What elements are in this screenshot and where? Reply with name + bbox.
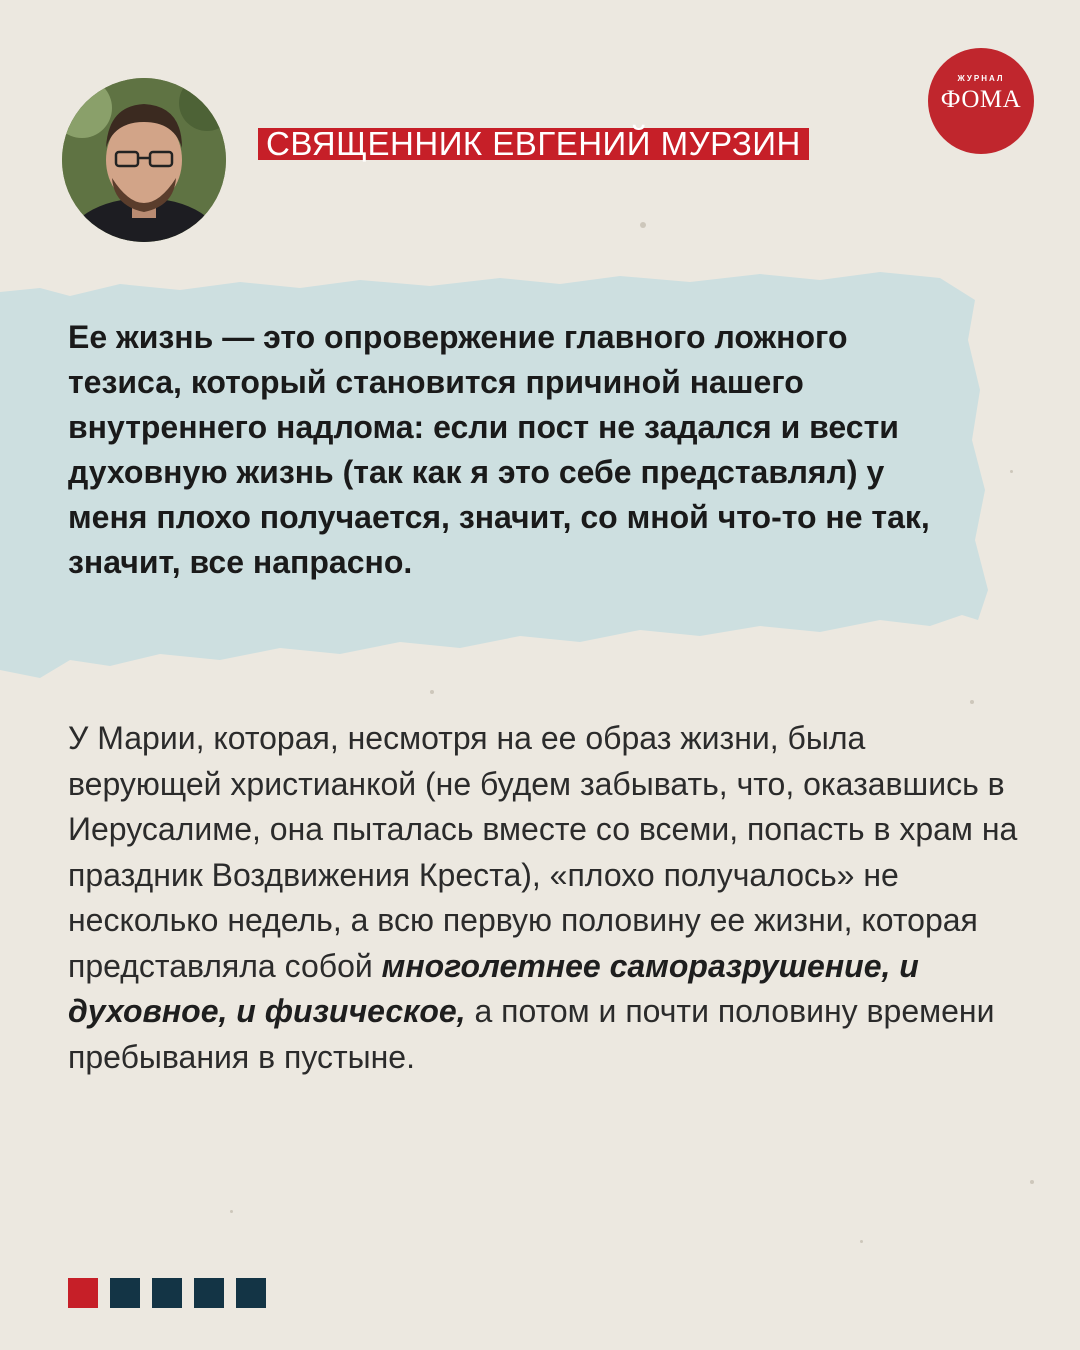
body-text-part2: а потом и почти половину времени пребывания в пустыне. xyxy=(68,993,995,1075)
body-text-part1: У Марии, которая, несмотря на ее образ жизни, была верующей христианкой (не будем забывать, что, оказавшись в Иерусалиме, она пыталась вместе со всеми, попасть в храм на праздник Воздвижения Креста), «плохо получалось» не несколько недель, а всю первую половину ее жизни, которая представляла собой xyxy=(68,720,1018,984)
foma-logo xyxy=(928,48,1034,154)
avatar-portrait-icon xyxy=(62,78,226,242)
logo-main-text: ФОМА xyxy=(940,86,1022,113)
author-avatar xyxy=(62,78,226,242)
author-name-badge: СВЯЩЕННИК ЕВГЕНИЙ МУРЗИН xyxy=(258,128,809,160)
body-text-emphasis: многолетнее саморазрушение, и духовное, и физическое, xyxy=(68,947,919,1029)
page-dot-5 xyxy=(236,1278,266,1308)
page-dot-2 xyxy=(110,1278,140,1308)
pagination-indicator xyxy=(68,1278,266,1308)
logo-small-text: ЖУРНАЛ xyxy=(957,74,1005,83)
page-dot-3 xyxy=(152,1278,182,1308)
page-dot-4 xyxy=(194,1278,224,1308)
page-dot-1 xyxy=(68,1278,98,1308)
quote-text: Ее жизнь — это опровержение главного ложного тезиса, который становится причиной нашего внутреннего надлома: если пост не задался и вести духовную жизнь (так как я это себе представлял) у меня плохо получается, значит, со мной что-то не так, значит, все напрасно. xyxy=(68,319,930,580)
body-paragraph xyxy=(68,716,1018,1080)
